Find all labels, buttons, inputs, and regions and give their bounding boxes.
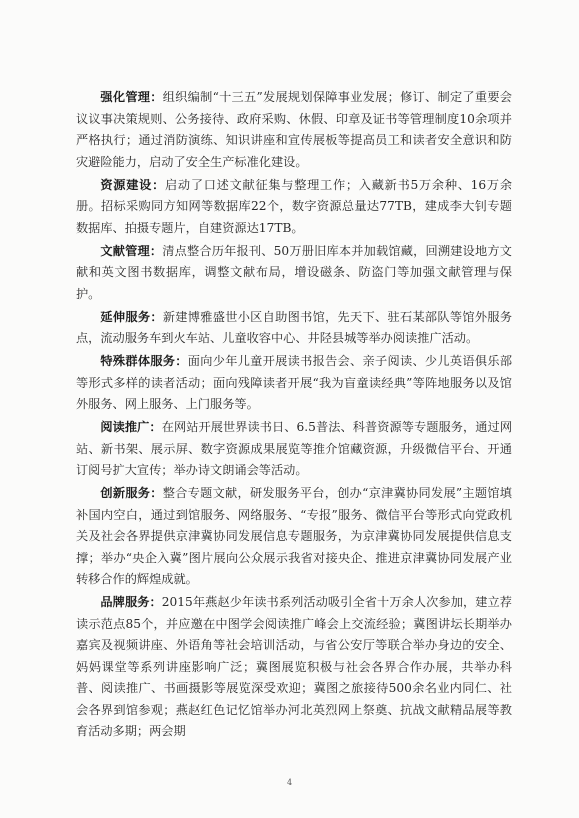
paragraph-text: 组织编制“十三五”发展规划保障事业发展；修订、制定了重要会议议事决策规则、公务接待、政府采购、休假、印章及证书等管理制度10余项并严格执行；通过消防演练、知识讲座和宣传展板等提高员工和读者安全意识和防灾避险能力，启动了安全生产标准化建设。 <box>76 90 512 169</box>
paragraph-lead: 强化管理： <box>100 90 163 104</box>
paragraph-text: 整合专题文献，研发服务平台，创办“京津冀协同发展”主题馆填补国内空白，通过到馆服务、网络服务、“专报”服务、微信平台等形式向党政机关及社会各界提供京津冀协同发展信息专题服务，为京津冀协同发展提供信息支撑；举办“央企入冀”图片展向公众展示我省对接央企、推进京津冀协同发展产业转移合作的辉煌成就。 <box>76 486 512 586</box>
paragraph-text: 面向少年儿童开展读书报告会、亲子阅读、少儿英语俱乐部等形式多样的读者活动；面向残障读者开展“我为盲童读经典”等阵地服务以及馆外服务、网上服务、上门服务等。 <box>76 354 513 411</box>
paragraph-lead: 阅读推广： <box>100 420 162 434</box>
paragraph-lead: 品牌服务： <box>100 595 162 609</box>
paragraph-special-groups <box>76 351 512 416</box>
paragraph-lead: 创新服务： <box>100 486 163 500</box>
paragraph-resources <box>76 175 512 240</box>
paragraph-text: 新建博雅盛世小区自助图书馆，先天下、驻石某部队等馆外服务点，流动服务车到火车站、儿童收容中心、井陉县城等举办阅读推广活动。 <box>76 309 513 345</box>
paragraph-text: 2015年燕赵少年读书系列活动吸引全省十万余人次参加，建立荐读示范点85个，并应邀在中图学会阅读推广峰会上交流经验；冀图讲坛长期举办嘉宾及视频讲座、外语角等社会培训活动，与省公安厅等联合举办身边的安全、妈妈课堂等系列讲座影响广泛；冀图展览积极与社会各界合作办展，共举办科普、阅读推广、书画摄影等展览深受欢迎；冀图之旅接待500余名业内同仁、社会各界到馆参观；燕赵红色记忆馆举办河北英烈网上祭奠、抗战文献精品展等教育活动多期；两会期 <box>76 595 512 738</box>
paragraph-lead: 文献管理： <box>100 243 163 258</box>
paragraph-extension <box>76 307 512 350</box>
paragraph-lead: 资源建设： <box>100 177 165 192</box>
page-number: 4 <box>286 778 293 787</box>
paragraph-text: 清点整合历年报刊、50万册旧库本并加载馆藏，回溯建设地方文献和英文图书数据库，调整文献布局，增设磁条、防盗门等加强文献管理与保护。 <box>76 243 512 301</box>
paragraph-lead: 特殊群体服务： <box>100 354 188 368</box>
paragraph-lead: 延伸服务： <box>100 309 163 324</box>
paragraph-brand <box>76 592 512 743</box>
paragraph-documents <box>76 241 512 306</box>
paragraph-reading-promotion <box>76 417 512 482</box>
paragraph-text: 启动了口述文献征集与整理工作；入藏新书5万余种、16万余册。招标采购同方知网等数据库22个，数字资源总量达77TB，建成李大钊专题数据库、拍摄专题片，自建资源达17TB。 <box>76 177 513 235</box>
document-body <box>76 87 512 744</box>
paragraph-innovation <box>76 483 512 591</box>
paragraph-text: 在网站开展世界读书日、6.5普法、科普资源等专题服务，通过网站、新书架、展示屏、数字资源成果展览等推介馆藏资源，升级微信平台、开通订阅号扩大宣传；举办诗文朗诵会等活动。 <box>76 420 513 477</box>
paragraph-management <box>76 87 512 173</box>
